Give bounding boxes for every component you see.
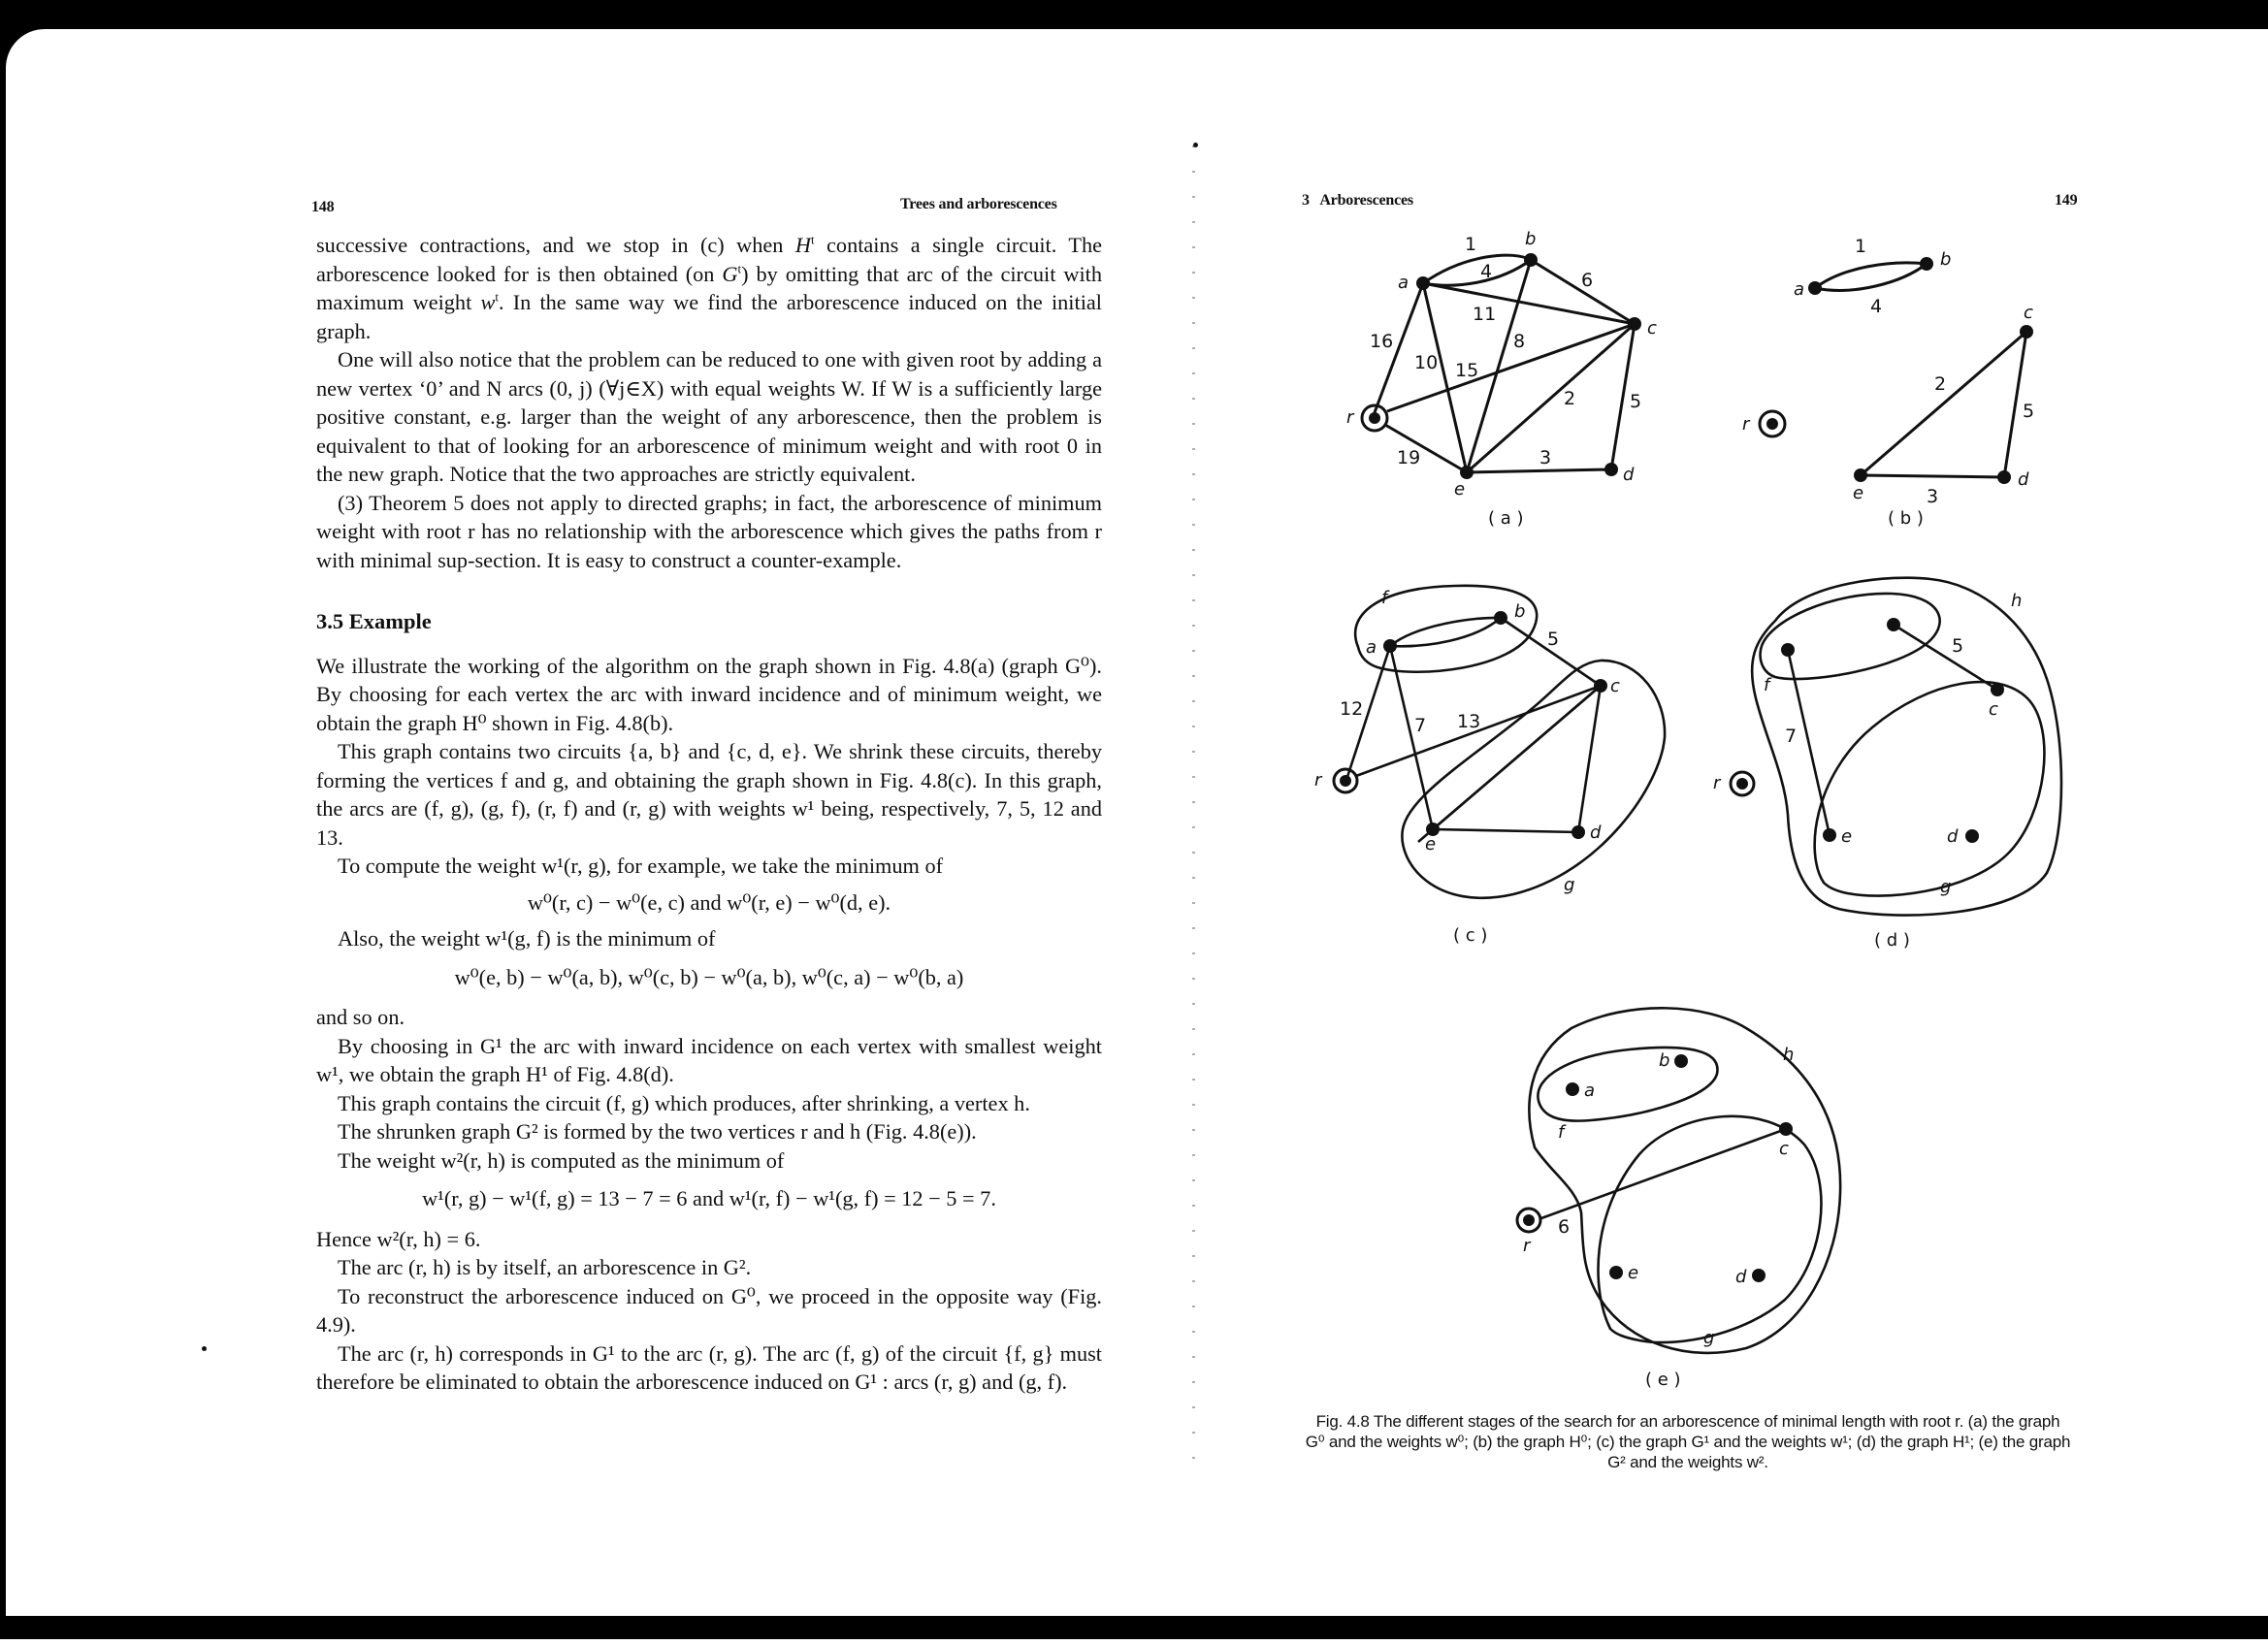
vertex-label-b: b <box>1940 249 1952 270</box>
weight-label: 5 <box>1547 629 1560 650</box>
edge-e-c <box>1861 332 2026 475</box>
equation-1: w⁰(r, c) − w⁰(e, c) and w⁰(r, e) − w⁰(d, e). <box>527 889 891 915</box>
group-label-f: f <box>1381 588 1388 608</box>
paragraph-14: The arc (r, h) is by itself, an arborescence in G². <box>338 1255 752 1279</box>
vertex-c <box>1779 1122 1793 1136</box>
equation-2: w⁰(e, b) − w⁰(a, b), w⁰(c, b) − w⁰(a, b), w⁰(c, a) − w⁰(b, a) <box>454 964 964 989</box>
vertex-label-c: c <box>1779 1139 1789 1159</box>
vertex-label-e: e <box>1425 834 1437 855</box>
figure-caption: Fig. 4.8 The different stages of the search for an arborescence of minimal length with root r. (a) the graph G⁰ and the weights w⁰; (b) the graph H⁰; (c) the graph G¹ and the weights w¹; (d) the graph H¹; (e) the graph G² and the weights w². <box>1305 1412 2071 1471</box>
vertex-label-a: a <box>1584 1081 1596 1101</box>
vertex-label-r: r <box>1346 407 1354 428</box>
weight-label: 2 <box>1934 373 1947 395</box>
section-heading: 3.5 Example <box>316 609 432 633</box>
left-page-number: 148 <box>311 199 335 215</box>
weight-label: 15 <box>1455 360 1479 381</box>
vertex-r-core <box>1523 1214 1535 1226</box>
weight-label: 6 <box>1581 270 1594 291</box>
vertex-label-c: c <box>1989 699 1998 720</box>
vertex-label-r: r <box>1742 414 1750 435</box>
paragraph-15: To reconstruct the arborescence induced on G⁰, we proceed in the opposite way (Fig. 4.9). <box>316 1283 1102 1337</box>
edge-c-e <box>1418 686 1601 842</box>
weight-label: 6 <box>1558 1216 1571 1238</box>
vertex-r-core <box>1766 418 1778 430</box>
paragraph-9: By choosing in G¹ the arc with inward incidence on each vertex with smallest weight w¹, we obtain the graph H¹ of Fig. 4.8(d). <box>316 1033 1102 1086</box>
figure-d-sublabel: ( d ) <box>1874 930 1910 951</box>
vertex-label-a: a <box>1398 273 1409 293</box>
paragraph-7: Also, the weight w¹(g, f) is the minimum of <box>338 926 716 951</box>
group-label-g: g <box>1703 1328 1715 1348</box>
weight-label: 1 <box>1855 236 1867 257</box>
weight-label: 5 <box>2023 401 2035 422</box>
equation-3: w¹(r, g) − w¹(f, g) = 13 − 7 = 6 and w¹(r, f) − w¹(g, f) = 12 − 5 = 7. <box>422 1186 996 1210</box>
vertex-label-r: r <box>1523 1236 1531 1256</box>
paragraph-6: To compute the weight w¹(r, g), for example, we take the minimum of <box>338 854 944 878</box>
edge-d-e <box>1433 829 1578 832</box>
vertex-label-a: a <box>1794 279 1805 300</box>
vertex-label-a: a <box>1366 637 1377 658</box>
edge-c-d <box>1578 686 1601 832</box>
weight-label: 11 <box>1473 304 1497 325</box>
paragraph-2: One will also notice that the problem can be reduced to one with given root by adding a new vertex ‘0’ and N arcs (0, j) (∀j∈X) with equal weights W. If W is a sufficiently large positive constant, e.g. larger than the weight of any arborescence, then the problem is equivalent to that of looking for an arborescence of minimum weight and with root 0 in the new graph. Notice that the two approaches are strictly equivalent. <box>316 347 1102 486</box>
paragraph-8: and so on. <box>316 1005 405 1029</box>
paragraph-16: The arc (r, h) corresponds in G¹ to the arc (r, g). The arc (f, g) of the circuit {f, g} must therefore be eliminated to obtain the arborescence induced on G¹ : arcs (r, g) and (g, f). <box>316 1340 1102 1394</box>
weight-label: 1 <box>1465 234 1477 255</box>
vertex-label-r: r <box>1713 773 1721 793</box>
edge-d-e <box>1467 469 1611 472</box>
paragraph-13: Hence w²(r, h) = 6. <box>316 1226 481 1251</box>
weight-label: 5 <box>1952 635 1964 657</box>
group-label-f: f <box>1764 675 1770 695</box>
group-label-g: g <box>1940 877 1952 897</box>
group-f-outline <box>1538 1048 1717 1121</box>
vertex-d <box>1604 463 1618 476</box>
vertex-b <box>1887 618 1900 631</box>
vertex-d <box>1997 470 2011 484</box>
weight-label: 3 <box>1927 486 1939 507</box>
paragraph-10: This graph contains the circuit (f, g) which produces, after shrinking, a vertex h. <box>338 1090 1030 1115</box>
vertex-d <box>1752 1269 1766 1282</box>
edge-r-c <box>1541 1129 1786 1218</box>
group-label-g: g <box>1564 875 1575 895</box>
group-h-outline <box>1752 578 2061 916</box>
vertex-label-d: d <box>1590 822 1602 843</box>
right-running-title: 3 Arborescences <box>1302 192 1413 209</box>
vertex-label-d: d <box>1947 826 1959 847</box>
group-g-outline <box>1815 682 2045 895</box>
weight-label: 7 <box>1785 726 1798 747</box>
figure-d-graph <box>1752 578 2061 916</box>
vertex-label-d: d <box>1735 1267 1747 1287</box>
weight-label: 13 <box>1457 711 1481 732</box>
figure-a-sublabel: ( a ) <box>1488 508 1524 529</box>
weight-label: 16 <box>1370 331 1394 352</box>
vertex-label-e: e <box>1841 826 1853 847</box>
left-running-title: Trees and arborescences <box>900 196 1057 212</box>
paragraph-3: (3) Theorem 5 does not apply to directed graphs; in fact, the arborescence of minimum weight with root r has no relationship with the arborescence which gives the paths from r with minimal sup-section. It is easy to construct a counter-example. <box>316 490 1102 572</box>
weight-label: 2 <box>1564 388 1576 409</box>
vertex-b <box>1494 611 1507 625</box>
weight-label: 10 <box>1414 352 1439 373</box>
weight-label: 7 <box>1414 715 1427 736</box>
vertex-label-b: b <box>1525 229 1537 249</box>
vertex-r-core <box>1340 775 1351 787</box>
vertex-b <box>1524 253 1538 267</box>
edge-a-e <box>1390 646 1433 829</box>
weight-label: 12 <box>1340 698 1364 720</box>
paragraph-1: successive contractions, and we stop in (c) when $H^t$ contains a single circuit. The arborescence looked for is then obtained (on $G^t$) by omitting that arc of the circuit with maximum weight $w^t$. In the same way we find the arborescence induced on the initial graph. <box>316 232 1102 343</box>
weight-label: 3 <box>1539 447 1552 468</box>
edge-f-c <box>1894 625 1997 690</box>
vertex-label-c: c <box>1610 676 1620 696</box>
vertex-label-d: d <box>1623 465 1635 485</box>
vertex-a <box>1383 639 1397 653</box>
paragraph-4: We illustrate the working of the algorithm on the graph shown in Fig. 4.8(a) (graph G⁰). By choosing for each vertex the arc with inward incidence and of minimum weight, we obtain the graph H⁰ shown in Fig. 4.8(b). <box>316 653 1102 735</box>
paragraph-11: The shrunken graph G² is formed by the two vertices r and h (Fig. 4.8(e)). <box>338 1119 977 1144</box>
vertex-a <box>1416 276 1430 290</box>
vertex-label-c: c <box>1647 318 1657 339</box>
edge-b-a <box>1390 618 1501 646</box>
vertex-r-core <box>1369 412 1380 424</box>
figure-c-sublabel: ( c ) <box>1453 925 1488 946</box>
weight-label: 19 <box>1397 447 1421 468</box>
vertex-e <box>1854 468 1867 482</box>
figure-b-graph <box>1815 263 2026 477</box>
group-label-h: h <box>2011 591 2023 611</box>
figure-e-sublabel: ( e ) <box>1645 1370 1681 1390</box>
vertex-label-e: e <box>1853 483 1864 503</box>
figure-c-graph <box>1346 586 1665 898</box>
vertex-b <box>1674 1054 1688 1068</box>
figure-b-sublabel: ( b ) <box>1888 508 1924 529</box>
vertex-label-b: b <box>1514 601 1526 622</box>
weight-label: 4 <box>1480 261 1493 282</box>
edge-d-e <box>1861 475 2004 477</box>
paragraph-5: This graph contains two circuits {a, b} and {c, d, e}. We shrink these circuits, thereby forming the vertices f and g, and obtaining the graph shown in Fig. 4.8(c). In this graph, the arcs are (f, g), (g, f), (r, f) and (r, g) with weights w¹ being, respectively, 7, 5, 12 and 13. <box>316 739 1102 850</box>
vertex-c <box>1991 683 2004 696</box>
group-label-h: h <box>1783 1045 1795 1065</box>
vertex-e <box>1460 466 1474 479</box>
vertex-b <box>1920 257 1933 271</box>
vertex-c <box>2020 325 2033 339</box>
vertex-label-d: d <box>2018 469 2029 490</box>
group-label-f: f <box>1558 1122 1565 1143</box>
vertex-label-b: b <box>1659 1050 1670 1071</box>
vertex-label-e: e <box>1454 479 1466 500</box>
vertex-c <box>1594 679 1607 693</box>
weight-label: 4 <box>1870 296 1883 317</box>
vertex-d <box>1965 829 1979 843</box>
paragraph-12: The weight w²(r, h) is computed as the minimum of <box>338 1147 785 1173</box>
right-page-number: 149 <box>2055 192 2078 209</box>
vertex-a <box>1808 281 1822 295</box>
vertex-label-e: e <box>1628 1263 1639 1283</box>
vertex-e <box>1823 828 1836 842</box>
vertex-e <box>1609 1266 1623 1279</box>
weight-label: 5 <box>1630 391 1642 412</box>
vertex-a <box>1566 1082 1579 1096</box>
vertex-c <box>1628 317 1641 331</box>
vertex-label-r: r <box>1314 770 1322 790</box>
vertex-label-c: c <box>2024 303 2033 323</box>
vertex-a <box>1781 643 1795 657</box>
weight-label: 8 <box>1513 331 1526 352</box>
vertex-r-core <box>1736 778 1748 790</box>
vertex-d <box>1571 825 1585 839</box>
group-g-outline <box>1402 661 1665 898</box>
